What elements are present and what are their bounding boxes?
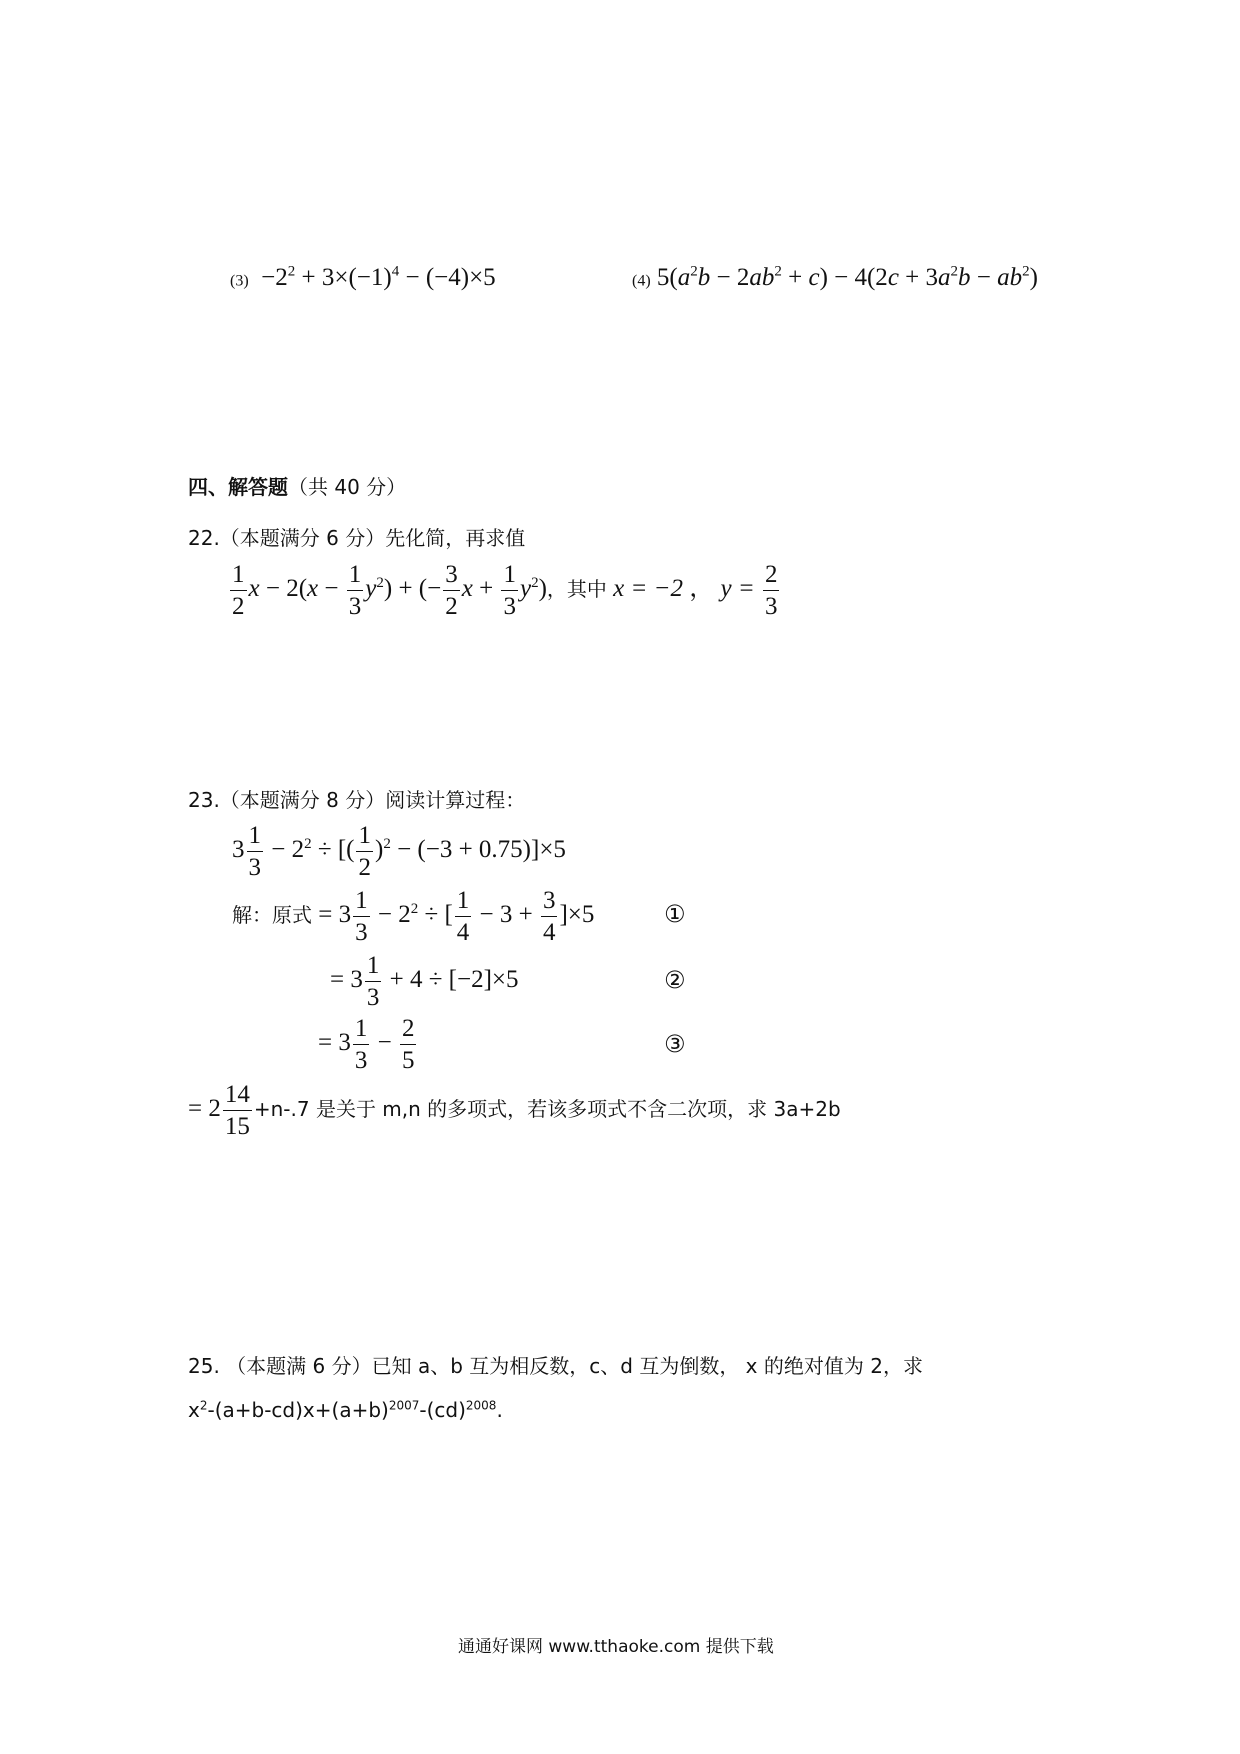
- q22-y-prefix: y =: [720, 575, 755, 603]
- q25-x: x: [188, 1398, 200, 1422]
- q25-line-1: 25. （本题满 6 分）已知 a、b 互为相反数，c、d 互为倒数， x 的绝对值为 2，求: [188, 1354, 923, 1378]
- section-4-title: 四、解答题: [188, 475, 288, 499]
- q23-expression: 3 $\frac{1}{3}$ − $2^2$ ÷ [( $\frac{1}{2}$ )$^2$ − (−3 + 0.75)]×5: [232, 822, 566, 881]
- problem-3-expression: $-2^2 + 3\times(-1)^4 - (-4)\times 5$: [254, 264, 496, 292]
- q22-header: 22.（本题满分 6 分）先化简，再求值: [188, 526, 526, 550]
- q23-step-2-marker: ②: [664, 966, 686, 994]
- problem-4: [632, 264, 1038, 292]
- section-4-heading: [188, 471, 406, 500]
- q23-result-line: = 2 $\frac{14}{15}$ +n-.7 是关于 m,n 的多项式，若该多项式不含二次项，求 3a+2b: [188, 1081, 841, 1140]
- q25-exp-2: 2: [199, 1398, 208, 1413]
- q23-step-3-marker: ③: [664, 1030, 686, 1058]
- problem-4-expression: $5(a^2b - 2ab^2 + c) - 4(2c + 3a^2b - ab^2)$: [656, 264, 1038, 292]
- q23-step-2: = 3 $\frac{1}{3}$ + 4 ÷ [−2]×5: [330, 952, 519, 1011]
- q22-expression: $\frac{1}{2}$ x − 2(x − $\frac{1}{3}$ $y^2$) + (− $\frac{3}{2}$ x + $\frac{1}{3}$ $y^2$)，其中 x = −2 ， y = $\frac{2}{3}$: [232, 561, 778, 620]
- section-4-points: （共 40 分）: [288, 475, 407, 499]
- q22-x-value: x = −2: [613, 575, 683, 603]
- q25-mid-2: -(cd): [419, 1398, 466, 1422]
- problem-3: [230, 264, 496, 292]
- q23-step-3: = 3 $\frac{1}{3}$ − $\frac{2}{5}$: [318, 1015, 415, 1074]
- q23-header: 23.（本题满分 8 分）阅读计算过程：: [188, 788, 526, 812]
- q25-end: .: [496, 1398, 503, 1422]
- q23-tail-text: +n-.7 是关于 m,n 的多项式，若该多项式不含二次项，求 3a+2b: [253, 1097, 841, 1122]
- q23-step-1: 解：原式 = 3 $\frac{1}{3}$ − $2^2$ ÷ [ $\frac{1}{4}$ − 3 + $\frac{3}{4}$ ]×5: [232, 887, 595, 946]
- q25-line-2: [188, 1398, 503, 1422]
- q25-exp-2008: 2008: [465, 1398, 497, 1413]
- q23-step-1-marker: ①: [664, 900, 686, 928]
- footer-text: 通通好课网 www.tthaoke.com 提供下载: [458, 1637, 774, 1657]
- q22-condition: ，其中: [546, 577, 607, 602]
- q25-mid: -(a+b-cd)x+(a+b): [207, 1398, 389, 1422]
- q25-exp-2007: 2007: [388, 1398, 420, 1413]
- q23-solution-label: 解：原式: [232, 903, 312, 928]
- problem-3-label: (3): [230, 272, 249, 290]
- problem-4-label: (4): [632, 272, 651, 290]
